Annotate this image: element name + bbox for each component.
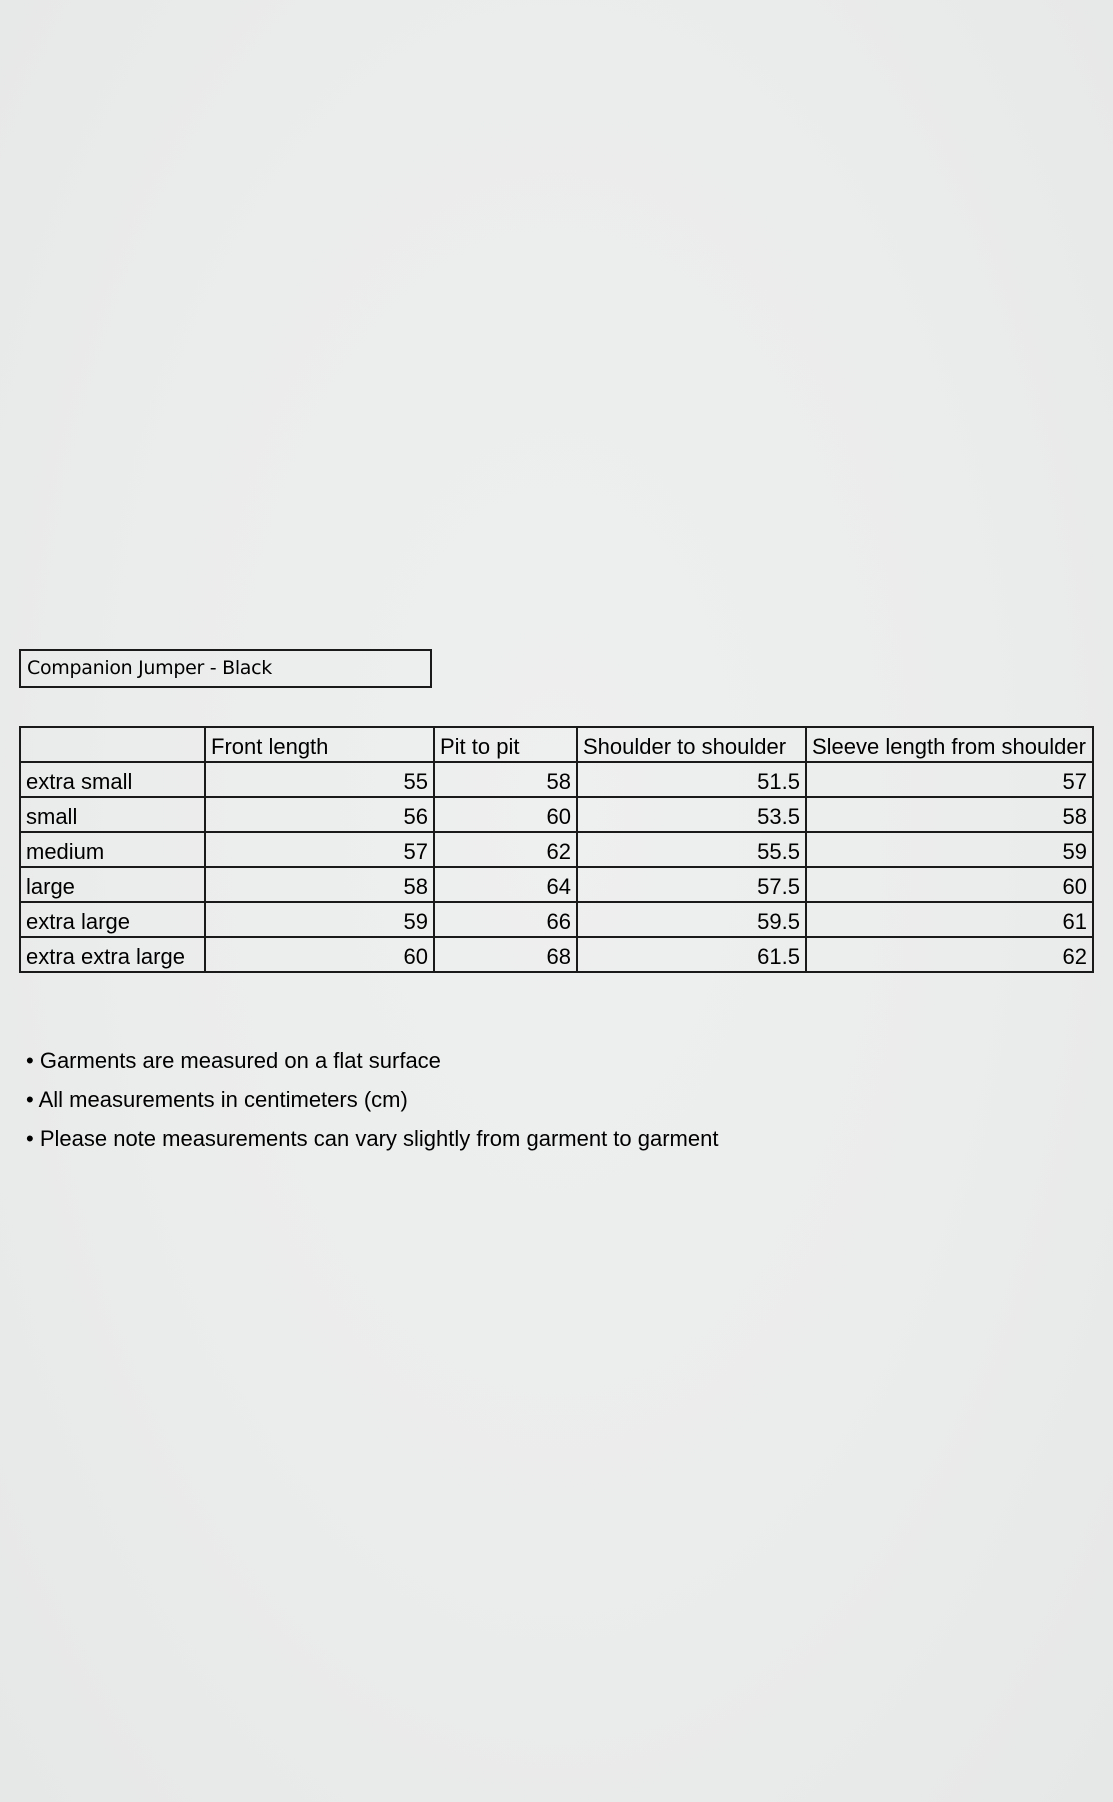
front-length-value: 60 — [205, 937, 434, 972]
table-row — [20, 797, 1093, 832]
size-chart-table — [19, 726, 1094, 973]
front-length-value: 56 — [205, 797, 434, 832]
size-label: small — [20, 797, 205, 832]
shoulder-to-shoulder-value: 61.5 — [577, 937, 806, 972]
sleeve-length-value: 59 — [806, 832, 1093, 867]
table-row — [20, 832, 1093, 867]
sleeve-length-value: 61 — [806, 902, 1093, 937]
shoulder-to-shoulder-value: 51.5 — [577, 762, 806, 797]
pit-to-pit-value: 60 — [434, 797, 577, 832]
pit-to-pit-value: 64 — [434, 867, 577, 902]
note-item: • Please note measurements can vary slightly from garment to garment — [26, 1119, 718, 1158]
header-sleeve-length: Sleeve length from shoulder — [806, 727, 1093, 762]
size-label: extra extra large — [20, 937, 205, 972]
front-length-value: 57 — [205, 832, 434, 867]
shoulder-to-shoulder-value: 55.5 — [577, 832, 806, 867]
measurement-notes — [26, 1041, 718, 1158]
pit-to-pit-value: 62 — [434, 832, 577, 867]
sleeve-length-value: 60 — [806, 867, 1093, 902]
sleeve-length-value: 58 — [806, 797, 1093, 832]
pit-to-pit-value: 66 — [434, 902, 577, 937]
pit-to-pit-value: 58 — [434, 762, 577, 797]
pit-to-pit-value: 68 — [434, 937, 577, 972]
note-item: • Garments are measured on a flat surface — [26, 1041, 718, 1080]
shoulder-to-shoulder-value: 57.5 — [577, 867, 806, 902]
sleeve-length-value: 57 — [806, 762, 1093, 797]
header-pit-to-pit: Pit to pit — [434, 727, 577, 762]
front-length-value: 58 — [205, 867, 434, 902]
size-label: large — [20, 867, 205, 902]
table-row — [20, 902, 1093, 937]
table-row — [20, 762, 1093, 797]
table-row — [20, 937, 1093, 972]
sleeve-length-value: 62 — [806, 937, 1093, 972]
product-title: Companion Jumper - Black — [19, 649, 432, 688]
table-header-row — [20, 727, 1093, 762]
table-row — [20, 867, 1093, 902]
size-label: medium — [20, 832, 205, 867]
note-item: • All measurements in centimeters (cm) — [26, 1080, 718, 1119]
front-length-value: 59 — [205, 902, 434, 937]
shoulder-to-shoulder-value: 59.5 — [577, 902, 806, 937]
header-front-length: Front length — [205, 727, 434, 762]
front-length-value: 55 — [205, 762, 434, 797]
header-size — [20, 727, 205, 762]
size-label: extra small — [20, 762, 205, 797]
size-label: extra large — [20, 902, 205, 937]
shoulder-to-shoulder-value: 53.5 — [577, 797, 806, 832]
header-shoulder-to-shoulder: Shoulder to shoulder — [577, 727, 806, 762]
